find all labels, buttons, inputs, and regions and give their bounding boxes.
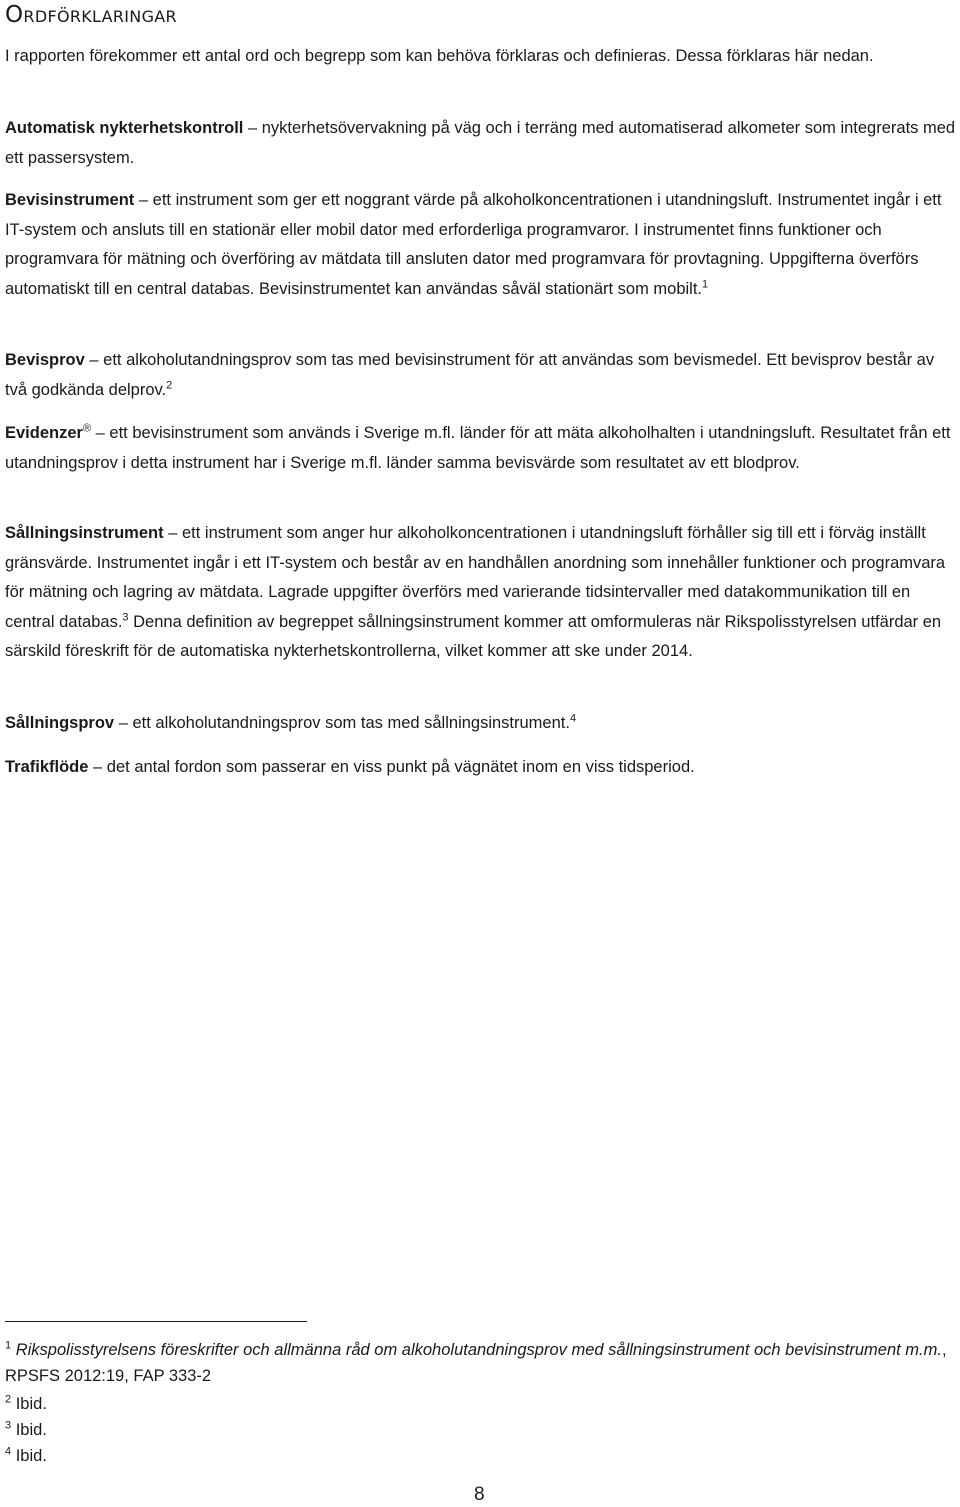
term: Sållningsinstrument [5,524,164,542]
definition-text: ett instrument som anger hur alkoholkoncentrationen i utandningsluft förhåller sig till ett i förväg inställt gränsvärde. Instrumentet ingår i ett IT-system och består av en handhållen anordning som innehåller funktioner och programvara för mätning och lagring av mätdata. Lagrade uppgifter överförs med varierande tidsintervaller med datakommunikation till en central databas. [5,524,946,631]
definition-text: nykterhetsövervakning på väg och i terräng med automatiserad alkometer som integrerats med ett passersystem. [5,119,956,167]
term-separator: – [134,191,153,209]
page-heading: Ordförklaringar [5,2,177,28]
footnote-text: Ibid. [15,1421,47,1439]
term: Trafikflöde [5,758,89,776]
intro-paragraph [5,42,957,72]
definition-text: ett bevisinstrument som används i Sverige m.fl. länder för att mäta alkoholhalten i utandningsluft. Resultatet från ett utandningsprov i detta instrument har i Sverige m.fl. länder samma bevisvärde som resultatet av ett blodprov. [5,424,951,472]
registered-mark: ® [82,422,92,435]
definition-text: ett instrument som ger ett noggrant värde på alkoholkoncentrationen i utandningsluft. Instrumentet ingår i ett IT-system och ansluts till en stationär eller mobil dator med erforderliga programvaror. I instrumentet finns funktioner och programvara för mätning och överföring av mätdata till ansluten dator med programvara för provtagning. Uppgifterna överförs automatiskt till en central databas. Bevisinstrumentet kan användas såväl stationärt som mobilt. [5,191,942,298]
footnote-text: Ibid. [15,1395,47,1413]
footnote-1 [5,1337,955,1389]
term-separator: – [91,424,110,442]
term-separator: – [243,119,262,137]
footnote-text: Ibid. [15,1447,47,1465]
term: Automatisk nykterhetskontroll [5,119,244,137]
footnote-ref: 1 [702,278,709,290]
footnote-separator [5,1321,307,1322]
intro-text: I rapporten förekommer ett antal ord och begrepp som kan behöva förklaras och definieras. Dessa förklaras här nedan. [5,47,874,65]
footnote-3 [5,1417,955,1443]
footnote-2 [5,1391,955,1417]
footnote-number: 3 [5,1419,12,1432]
footnote-ref: 3 [122,611,129,623]
definition-evidenzer [5,419,957,478]
definition-automatisk-nykterhetskontroll [5,114,957,173]
definition-text: ett alkoholutandningsprov som tas med sållningsinstrument. [132,714,570,732]
footnote-citation-title: Rikspolisstyrelsens föreskrifter och allmänna råd om alkoholutandningsprov med sållningsinstrument och bevisinstrument m.m. [15,1341,942,1359]
footnote-4 [5,1443,955,1469]
footnote-ref: 2 [166,379,173,391]
definition-text: det antal fordon som passerar en viss punkt på vägnätet inom en viss tidsperiod. [106,758,695,776]
footnote-ref: 4 [569,712,577,725]
term: Sållningsprov [5,714,115,732]
term: Bevisinstrument [5,191,135,209]
definition-sallningsinstrument [5,519,957,667]
definition-trafikflode [5,753,957,783]
footnote-citation-ref: , RPSFS 2012:19, FAP 333-2 [5,1341,947,1385]
term-separator: – [163,524,182,542]
definition-sallningsprov [5,709,957,739]
definition-bevisprov [5,346,957,405]
term-separator: – [84,351,104,369]
term: Evidenzer [5,424,83,442]
page-number: 8 [474,1484,485,1505]
definition-bevisinstrument [5,186,957,304]
definition-text: ett alkoholutandningsprov som tas med bevisinstrument för att användas som bevismedel. Ett bevisprov består av två godkända delprov. [5,351,935,399]
term: Bevisprov [5,351,85,369]
definition-text-continued: Denna definition av begreppet sållningsinstrument kommer att omformuleras när Rikspolisstyrelsen utfärdar en särskild föreskrift för de automatiska nykterhetskontrollerna, vilket kommer att ske under 2014. [5,612,942,660]
term-separator: – [114,714,133,732]
footnote-number: 4 [5,1445,12,1458]
footnote-number: 2 [5,1393,12,1406]
footnote-number: 1 [5,1339,12,1352]
term-separator: – [88,758,107,776]
